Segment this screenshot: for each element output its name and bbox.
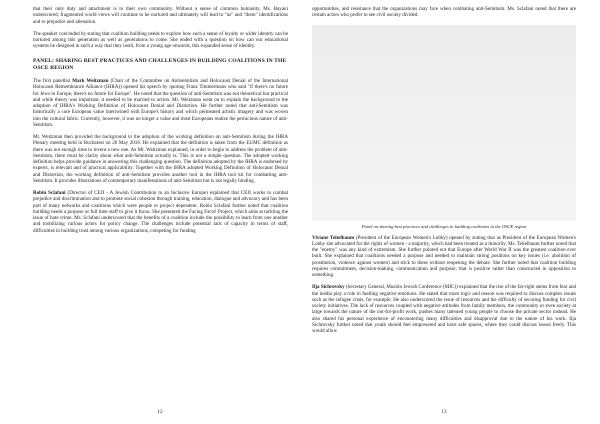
teitelbaum-speaker-name: Viviane Teitelbaum [312,234,355,241]
weitzman-speaker-name: Mark Weitzman [72,78,109,85]
weitzman-paragraph [33,78,288,128]
sichrovsky-body: (Secretary General, Muslim Jewish Conference (MJC)) explained that the rise of the far-right stems from fear and the media play a role in fuelling negative emotions. He stated that more logic and reason was required to discuss complex issues such as the refugee crisis, for example. He also underscored the issue of resources and the difficulty of securing funding for civil society initiatives. The lack of resources coupled with negative attitudes from family members, the community or even society at large towards the nature of the not-for-profit work, pushes many talented young people to choose the private sector instead. He also shared his personal experience of encountering many difficulties and disapproval due to the nature of his work. Ilja Sichrovsky further noted that youth should feel empowered and have safe spaces, where they could discuss issues freely. This would allow [312,284,576,334]
teitelbaum-body: (President of the European Women's Lobby) opened by stating that as President of the European Women's Lobby she advocated for the rights of women - a majority, which had been treated as a minority. Ms. Teitelbaum further noted that the "enemy" was any kind of extremism. She further pointed out that Europe after World War II was the greatest coalition ever built. She explained that coalitions needed a purpose and needed to maintain strong positions on key issues (i.e. abolition of prostitution, violence against women) and stick to these without reopening the debate. She further noted that coalition building requires commitment, decision-making, communication and purpose; that is positive rather than constructed in opposition to something. [312,234,576,278]
continuation-paragraph: opportunities, and resistance that the organizations may face when combating anti-Semitism. Ms. Sclafani noted that there are certain actors who prefer to see civil society divided. [312,6,576,19]
sclafani-paragraph [33,190,288,234]
sclafani-speaker-name: Robin Sclafani [33,190,66,197]
sichrovsky-speaker-name: Ilja Sichrovsky [312,284,345,291]
page-number-left: 12 [157,409,163,415]
panel-photo [312,25,576,221]
intro-paragraph-1: that their only duty and attachment is to their own community. Without a sense of common humanity, Ms. Bayani underscored, fragmented world views will continue to be nurtured and ultimately will lead to "us" and "them" identifications and to prejudice and alienation. [33,6,288,25]
photo-caption: Panel on sharing best practices and challenges in building coalitions in the OSCE region [361,223,527,229]
intro-paragraph-2: The speaker concluded by stating that coalition building needs to explore how such a sense of loyalty or wider identity can be nurtured among this generation as well as generations to come. She ended with a question on how can our educational systems be designed in such a way that they instil, from a young age onwards, this expanded sense of identity. [33,30,288,50]
section-heading: PANEL: SHARING BEST PRACTICES AND CHALLENGES IN BUILDING COALITIONS IN THE OSCE REGION [33,57,287,71]
weitzman-body: (Chair of the Committee on Antisemitism and Holocaust Denial of the International Holocaust Remembrance Alliance (IHRA)) opened his speech by quoting Franz Timmermans who said "if there's no future for Jews in Europe, there's no future for Europe". He noted that the question of anti-Semitism was not theoretical but practical and while theory was important, it needed to be married to action. Mr. Weitzman went on to explain the background to the adoption of IHRA's Working Definition of Holocaust Denial and Distortion. He further noted that anti-Semitism was historically a core European value intertwined with Europe's history and which permeated artistic imagery and was woven into the cultural fabric. Currently, however, it was no longer a value and most Europeans realize the pernicious nature of anti-Semitism. [33,78,289,128]
sichrovsky-paragraph [312,284,576,334]
right-page [300,0,600,424]
page-number-right: 13 [441,409,447,415]
sclafani-body: (Director of CEJI - A Jewish Contribution to an Inclusive Europe) explained that CEJI works to combat prejudice and discrimination and to promote social cohesion through training, education, dialogue and advocacy and has been part of many networks and coalitions which were people or project dependent. Robin Sclafani further noted that coalition building needs a purpose or full time staff to give it focus. She presented the Facing Facts! Project, which aims at tackling the issue of hate crime. Ms. Sclafani underscored that the benefits of a coalition include the possibility to learn from one another and mobilizing various actors for policy change. The challenges include potential lack of capacity in terms of staff, difficulties in building trust among various organizations, competing for funding [33,190,288,234]
definition-paragraph: Mr. Weitzman then provided the background to the adoption of the working definition on anti-Semitism during the IHRA Plenary meeting held in Bucharest on 26 May 2016. He explained that the definition is taken from the EUMC definition as there was not enough time to invent a new one. As Mr. Weitzman explained, in order to begin to address the problem of anti-Semitism, there must be clarity about what anti-Semitism actually is. This is not a simple question. The adopted working definition helps provide guidance in answering this challenging question. The definition adopted by the IHRA is endorsed by experts, is relevant and of practical applicability. Together with the IHRA adopted Working Definition of Holocaust Denial and Distortion, the working definition of anti-Semitism provides another tool in the IHRA tool kit for combatting anti-Semitism. It provides illustrations of contemporary manifestations of anti-Semitism but is not legally binding. [33,134,288,184]
teitelbaum-paragraph [312,235,576,279]
weitzman-prefix: The first panellist [33,78,73,85]
